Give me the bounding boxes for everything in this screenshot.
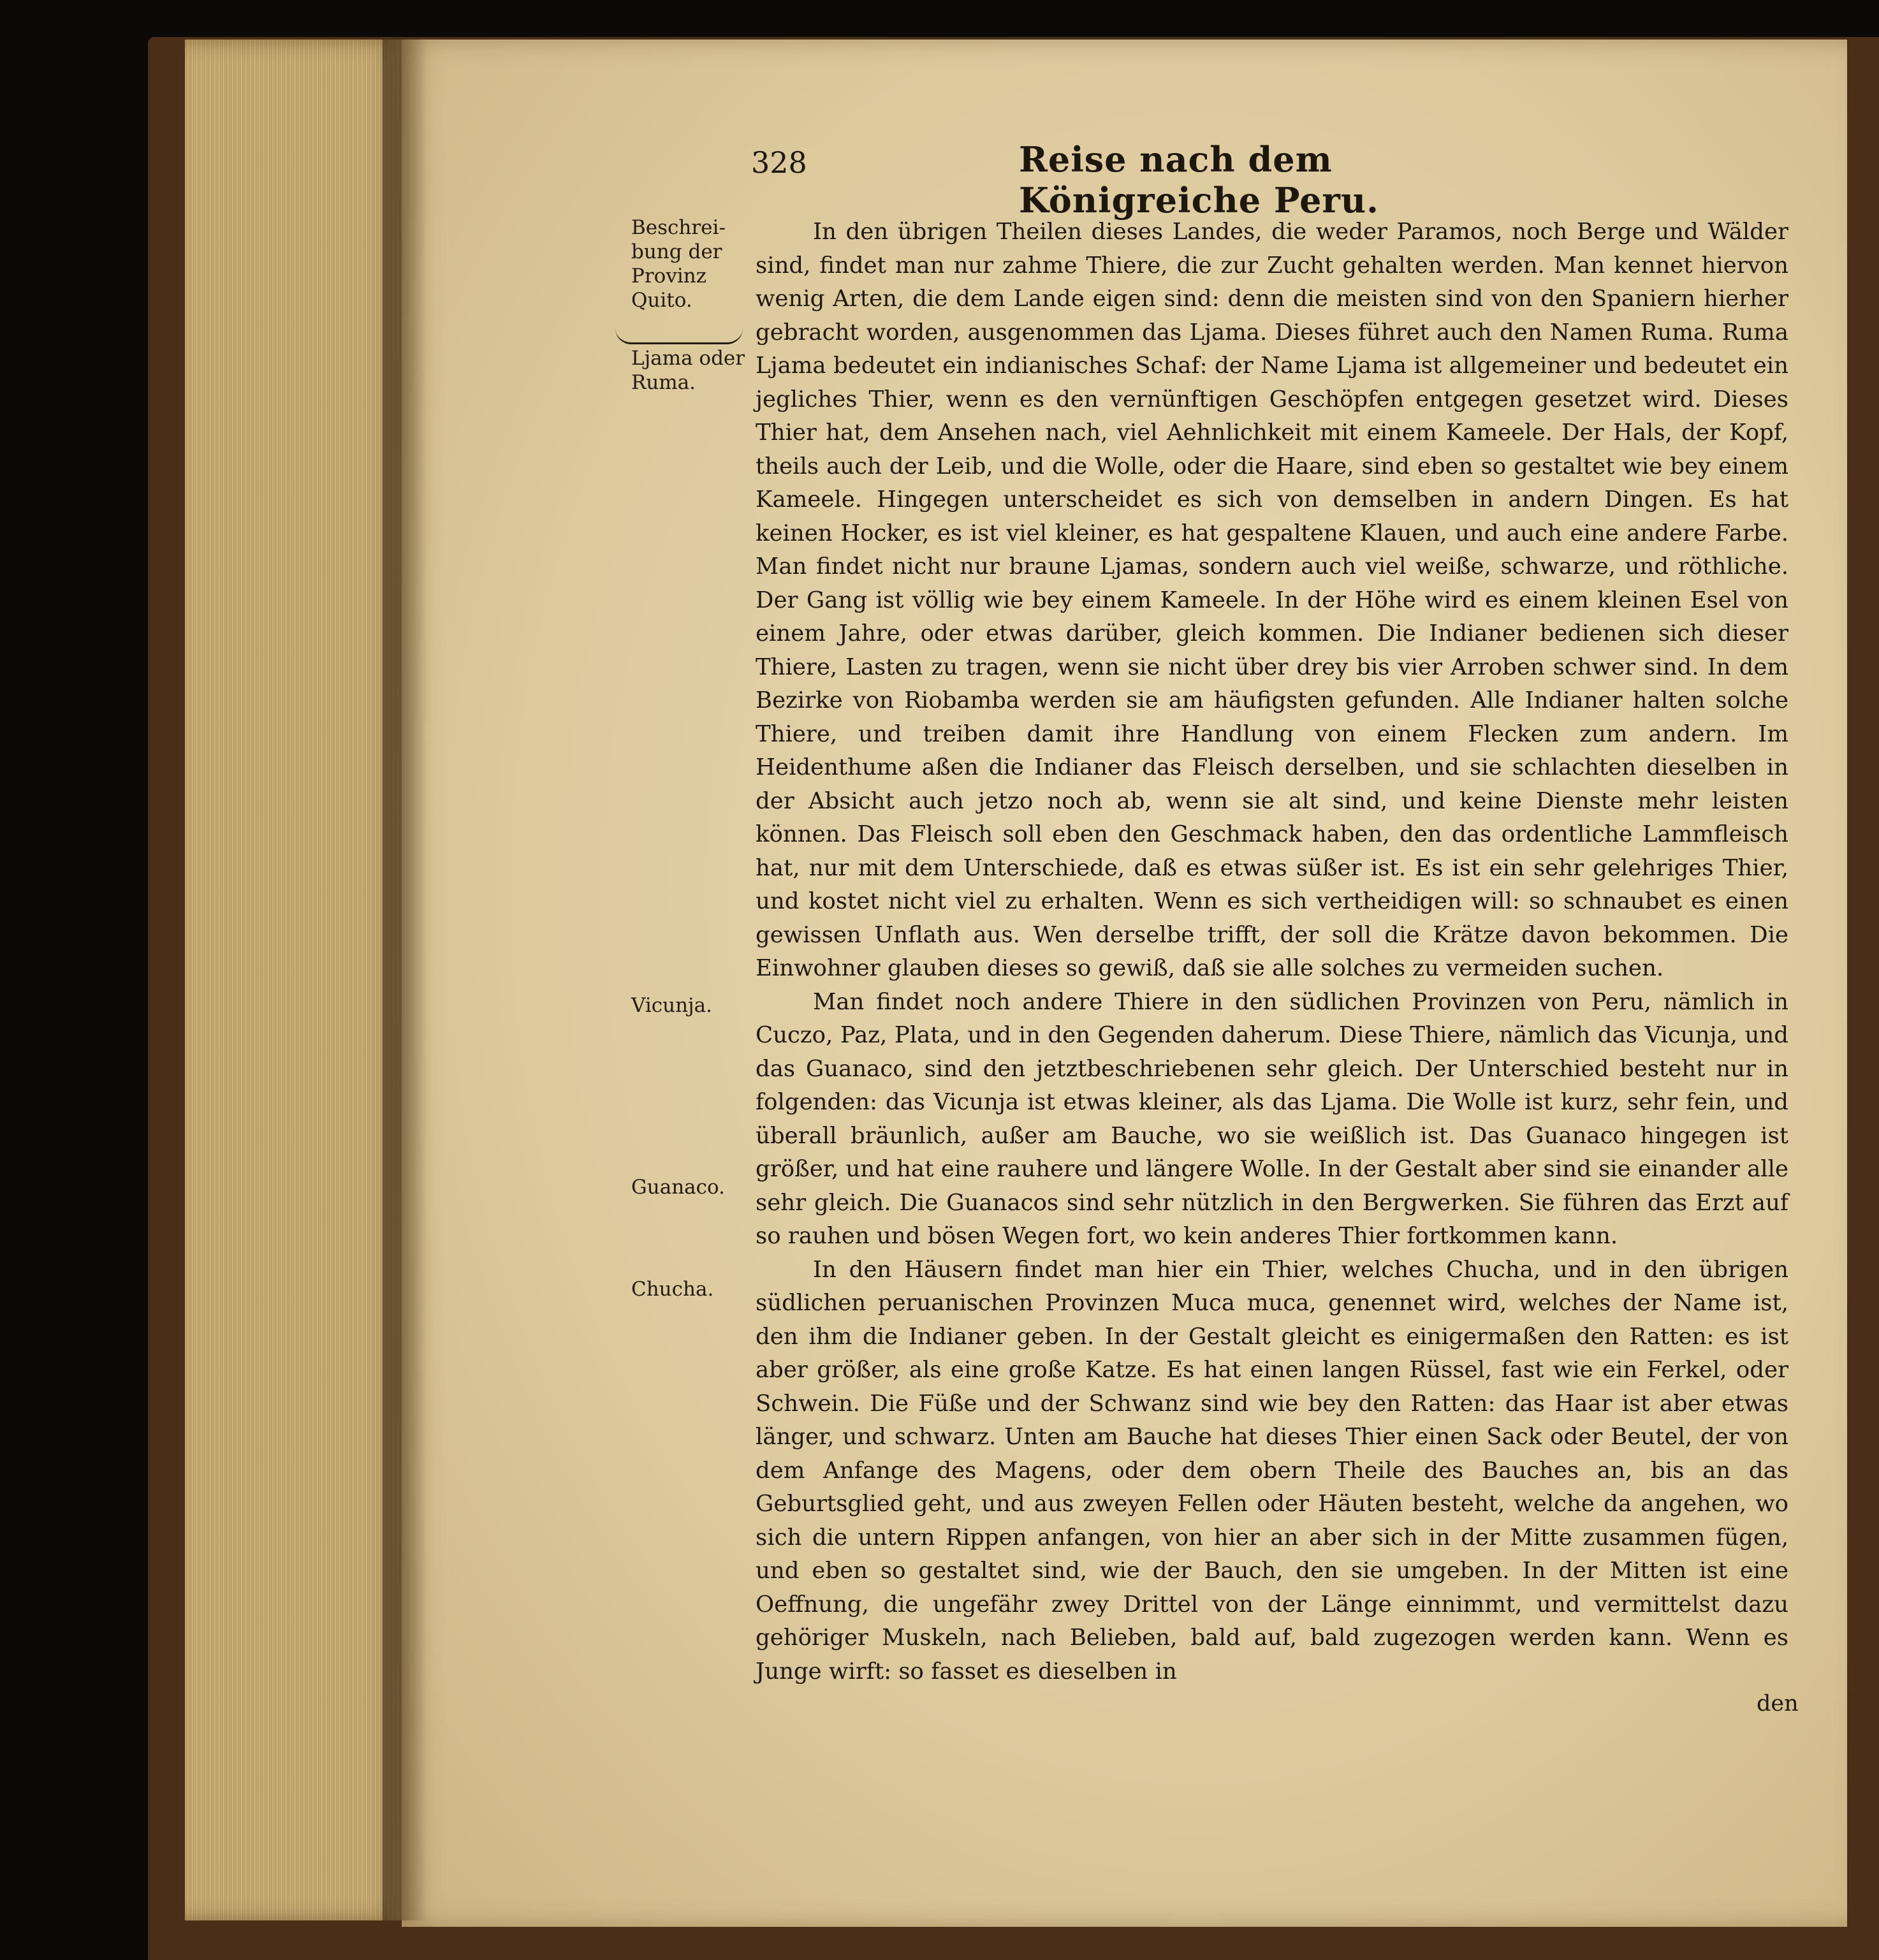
marginal-bracket xyxy=(615,328,743,344)
marginal-note-beschreibung: Beschrei- bung der Provinz Quito. xyxy=(631,216,726,312)
marginal-note-ljama: Ljama oder Ruma. xyxy=(631,347,745,394)
marginal-note-vicunja: Vicunja. xyxy=(631,994,712,1017)
page-edges xyxy=(185,40,402,1920)
main-text xyxy=(756,216,1788,1720)
spine-shadow xyxy=(383,40,427,1920)
page-number: 328 xyxy=(751,145,807,180)
margin-notes xyxy=(631,216,752,1746)
paragraph-chucha: In den Häusern findet man hier ein Thier, welches Chucha, und in den übrigen südlichen peruanischen Provinzen Muca muca, genennet wird, welches der Name ist, den ihm die Indianer geben. In der Gestalt gleicht es einigermaßen den Ratten: es ist aber größer, als eine große Katze. Es hat einen langen Rüssel, fast wie ein Ferkel, oder Schwein. Die Füße und der Schwanz sind wie bey den Ratten: das Haar ist aber etwas länger, und schwarz. Unten am Bauche hat dieses Thier einen Sack oder Beutel, der von dem Anfange des Magens, oder dem obern Theile des Bauches an, bis an das Geburtsglied geht, und aus zweyen Fellen oder Häuten besteht, welche da angehen, wo sich die untern Rippen anfangen, von hier an aber sich in der Mitte zusammen fügen, und eben so gestaltet sind, wie der Bauch, den sie umgeben. In der Mitten ist eine Oeffnung, die ungefähr zwey Drittel von der Länge einnimmt, und vermittelst dazu gehöriger Muskeln, nach Belieben, bald auf, bald zugezogen werden kann. Wenn es Junge wirft: so fasset es dieselben in xyxy=(756,1256,1788,1685)
marginal-note-guanaco: Guanaco. xyxy=(631,1176,725,1199)
marginal-note-chucha: Chucha. xyxy=(631,1278,714,1301)
running-title: Reise nach dem Königreiche Peru. xyxy=(1019,139,1379,221)
paragraph-ljama: In den übrigen Theilen dieses Landes, die weder Paramos, noch Berge und Wälder sind, findet man nur zahme Thiere, die zur Zucht gehalten werden. Man kennet hiervon wenig Arten, die dem Lande eigen sind: denn die meisten sind von den Spaniern hierher gebracht worden, ausgenommen das Ljama. Dieses führet auch den Namen Ruma. Ruma Ljama bedeutet ein indianisches Schaf: der Name Ljama ist allgemeiner und bedeutet ein jegliches Thier, wenn es den vernünftigen Geschöpfen entgegen gesetzet wird. Dieses Thier hat, dem Ansehen nach, viel Aehnlichkeit mit einem Kameele. Der Hals, der Kopf, theils auch der Leib, und die Wolle, oder die Haare, sind eben so gestaltet wie bey einem Kameele. Hingegen unterscheidet es sich von demselben in andern Dingen. Es hat keinen Hocker, es ist viel kleiner, es hat gespaltene Klauen, und auch eine andere Farbe. Man findet nicht nur braune Ljamas, sondern auch viel weiße, schwarze, und röthliche. Der Gang ist völlig wie bey einem Kameele. In der Höhe wird es einem kleinen Esel von einem Jahre, oder etwas darüber, gleich kommen. Die Indianer bedienen sich dieser Thiere, Lasten zu tragen, wenn sie nicht über drey bis vier Arroben schwer sind. In dem Bezirke von Riobamba werden sie am häufigsten gefunden. Alle Indianer halten solche Thiere, und treiben damit ihre Handlung von einem Flecken zum andern. Im Heidenthume aßen die Indianer das Fleisch derselben, und sie schlachten dieselben in der Absicht auch jetzo noch ab, wenn sie alt sind, und keine Dienste mehr leisten können. Das Fleisch soll eben den Geschmack haben, den das ordentliche Lammfleisch hat, nur mit dem Unterschiede, daß es etwas süßer ist. Es ist ein sehr gelehriges Thier, und kostet nicht viel zu erhalten. Wenn es sich vertheidigen will: so schnaubet es einen gewissen Unflath aus. Wen derselbe trifft, der soll die Krätze davon bekommen. Die Einwohner glauben dieses so gewiß, daß sie alle solches zu vermeiden suchen. xyxy=(756,219,1788,981)
page-header xyxy=(751,139,1529,221)
paragraph-vicunja-guanaco: Man findet noch andere Thiere in den südlichen Provinzen von Peru, nämlich in Cuczo, Paz, Plata, und in den Gegenden daherum. Diese Thiere, nämlich das Vicunja, und das Guanaco, sind den jetztbeschriebenen sehr gleich. Der Unterschied besteht nur in folgenden: das Vicunja ist etwas kleiner, als das Ljama. Die Wolle ist kurz, sehr fein, und überall bräunlich, außer am Bauche, wo sie weißlich ist. Das Guanaco hingegen ist größer, und hat eine rauhere und längere Wolle. In der Gestalt aber sind sie einander alle sehr gleich. Die Guanacos sind sehr nützlich in den Bergwerken. Sie führen das Erzt auf so rauhen und bösen Wegen fort, wo kein anderes Thier fortkommen kann. xyxy=(756,988,1788,1249)
catchword: den xyxy=(1757,1691,1799,1716)
